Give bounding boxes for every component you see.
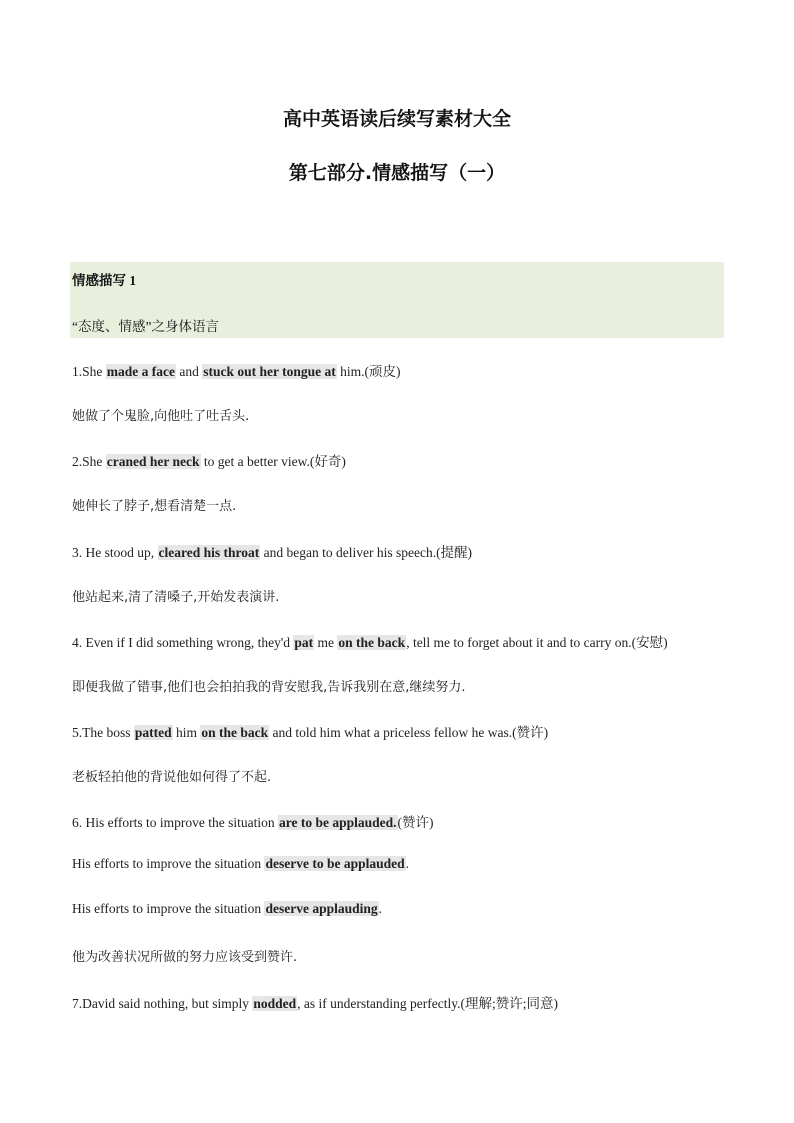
highlighted-phrase: patted: [134, 725, 172, 740]
highlighted-phrase: stuck out her tongue at: [203, 364, 336, 379]
sentence-text: 3. He stood up,: [72, 545, 158, 560]
translation-4: 即便我做了错事,他们也会拍拍我的背安慰我,告诉我别在意,继续努力.: [72, 680, 466, 695]
sentence-text: to get a better view.(好奇): [200, 454, 346, 469]
section-heading: 情感描写 1: [72, 273, 137, 288]
example-sentence-6: [72, 811, 434, 831]
sentence-text: 4. Even if I did something wrong, they'd: [72, 635, 294, 650]
sentence-text: , tell me to forget about it and to carry on.(安慰): [406, 635, 668, 650]
sentence-text: 5.The boss: [72, 725, 134, 740]
document-subtitle: 第七部分.情感描写（一）: [288, 162, 506, 184]
sentence-text: him.(顽皮): [336, 364, 401, 379]
sentence-text: 2.She: [72, 454, 106, 469]
sentence-text: me: [314, 635, 338, 650]
sentence-text: .: [405, 856, 409, 871]
example-sentence-4: [72, 631, 668, 651]
example-sentence-3: [72, 541, 472, 561]
sentence-text: His efforts to improve the situation: [72, 901, 265, 916]
highlighted-phrase: craned her neck: [106, 454, 200, 469]
sentence-text: , as if understanding perfectly.(理解;赞许;同意): [297, 996, 558, 1011]
highlighted-phrase: on the back: [338, 635, 406, 650]
translation-6: 他为改善状况所做的努力应该受到赞许.: [72, 950, 298, 965]
sentence-text: 6. His efforts to improve the situation: [72, 815, 278, 830]
example-sentence-5: [72, 721, 548, 741]
example-sentence-1: [72, 360, 401, 380]
example-sentence-7: [72, 992, 558, 1012]
sentence-text: .: [378, 901, 383, 916]
highlighted-phrase: cleared his throat: [158, 545, 260, 560]
translation-1: 她做了个鬼脸,向他吐了吐舌头.: [72, 409, 250, 424]
sentence-text: him: [172, 725, 201, 740]
highlighted-phrase: deserve applauding: [265, 901, 378, 916]
document-title: 高中英语读后续写素材大全: [282, 108, 511, 130]
sentence-text: (赞许): [397, 815, 434, 830]
highlighted-phrase: nodded: [253, 996, 297, 1011]
sentence-text: His efforts to improve the situation: [72, 856, 265, 871]
highlighted-phrase: made a face: [106, 364, 175, 379]
sentence-text: and began to deliver his speech.(提醒): [260, 545, 473, 560]
translation-2: 她伸长了脖子,想看清楚一点.: [72, 499, 237, 514]
sentence-text: 7.David said nothing, but simply: [72, 996, 253, 1011]
example-sentence-2: [72, 450, 346, 470]
section-subheading: “态度、情感”之身体语言: [72, 319, 219, 334]
sentence-text: 1.She: [72, 364, 106, 379]
translation-3: 他站起来,清了清嗓子,开始发表演讲.: [72, 590, 280, 605]
highlighted-phrase: pat: [294, 635, 314, 650]
sentence-text: and told him what a priceless fellow he was.(赞许): [269, 725, 549, 740]
sentence-text: and: [175, 364, 203, 379]
example-sentence-6b: [72, 856, 409, 872]
highlighted-phrase: deserve to be applauded: [265, 856, 405, 871]
example-sentence-6c: [72, 901, 382, 917]
highlighted-phrase: are to be applauded.: [278, 815, 397, 830]
translation-5: 老板轻拍他的背说他如何得了不起.: [72, 770, 272, 785]
highlighted-phrase: on the back: [201, 725, 269, 740]
